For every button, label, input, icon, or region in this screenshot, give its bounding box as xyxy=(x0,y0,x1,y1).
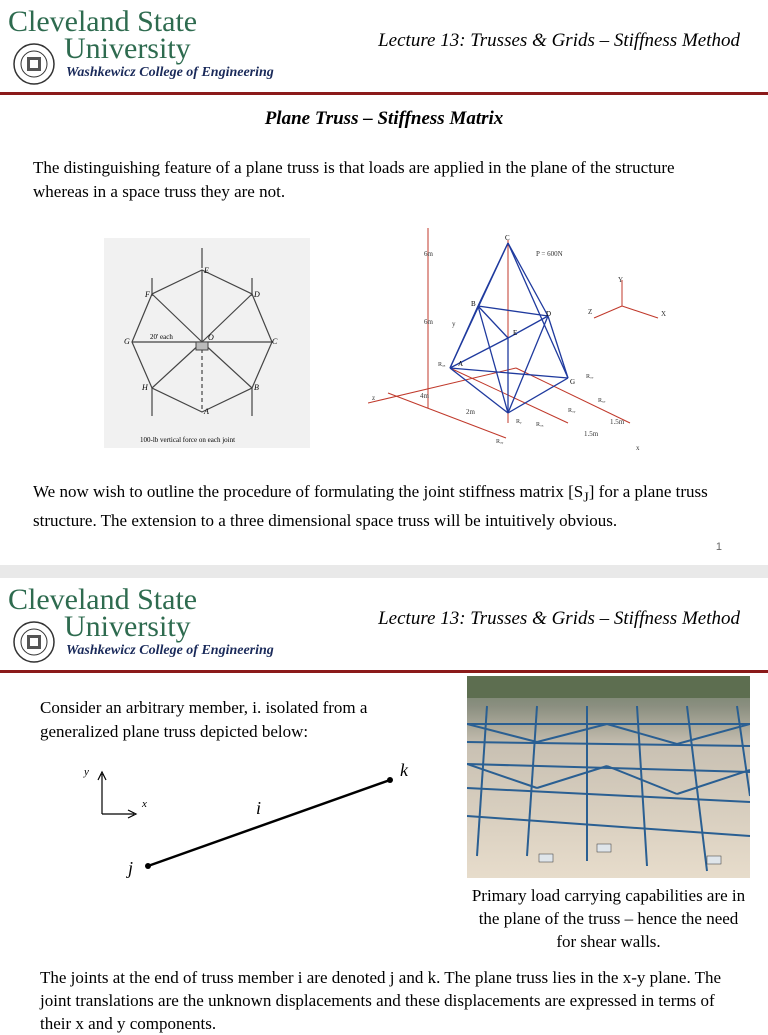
college-name: Washkewicz College of Engineering xyxy=(66,643,274,658)
logo-line2: University xyxy=(64,610,191,643)
body-text-post: ] for a plane truss structure. The extension to a three dimensional space truss will be intuitively obvious. xyxy=(33,482,708,531)
dim-label: 1.5m xyxy=(610,418,625,426)
reaction-label: Rₒₓ xyxy=(536,422,544,428)
logo-line1: Cleveland State xyxy=(8,5,198,38)
dim-label: 4m xyxy=(420,392,429,400)
page-number: 1 xyxy=(715,541,722,553)
joint-label: A xyxy=(458,360,464,368)
axis-label: X xyxy=(661,310,667,318)
university-seal-icon xyxy=(12,620,56,664)
slide2-intro: Consider an arbitrary member, i. isolated from a generalized plane truss depicted below: xyxy=(40,698,368,741)
axis-label: x xyxy=(636,444,640,452)
spacing-label: 20' each xyxy=(150,333,173,341)
dim-label: 2m xyxy=(466,408,475,416)
photo-caption: Primary load carrying capabilities are in the plane of the truss – hence the need for shear walls. xyxy=(471,886,746,951)
body-subscript: J xyxy=(583,489,589,506)
intro-paragraph: The distinguishing feature of a plane truss is that loads are applied in the plane of the structure whereas in a space truss they are not. xyxy=(33,158,675,201)
dim-label: 6m xyxy=(424,318,433,326)
joint-label: C xyxy=(505,234,510,242)
joint-label: D xyxy=(546,310,552,318)
reaction-label: Rₓₔ xyxy=(598,398,606,404)
joint-label: C xyxy=(272,337,278,346)
reaction-label: Rₐₓ xyxy=(438,362,446,368)
joint-j-label: j xyxy=(128,858,134,878)
slide-title: Plane Truss – Stiffness Matrix xyxy=(264,108,504,129)
plane-truss-figure xyxy=(104,238,310,448)
joint-label: G xyxy=(124,337,130,346)
joint-label: E xyxy=(513,329,518,337)
university-logo xyxy=(8,6,298,86)
axis-label: Z xyxy=(588,308,593,316)
joint-label: F xyxy=(145,290,150,299)
lecture-title: Lecture 13: Trusses & Grids – Stiffness Method xyxy=(378,608,740,629)
body-text-pre: We now wish to outline the procedure of formulating the joint stiffness matrix [S xyxy=(33,482,584,501)
figure-caption: 100-lb vertical force on each joint xyxy=(140,436,236,444)
university-seal-icon xyxy=(12,42,56,86)
header-rule xyxy=(0,670,768,673)
joint-k-label: k xyxy=(400,760,408,780)
joint-label: D xyxy=(254,290,260,299)
axis-x-label: x xyxy=(142,798,147,810)
body-paragraph xyxy=(33,480,733,533)
logo-line2: University xyxy=(64,32,191,65)
joint-label: B xyxy=(471,300,476,308)
reaction-label: Rₒₔ xyxy=(586,374,594,380)
axis-y-label: y xyxy=(84,766,89,778)
joint-label: H xyxy=(142,383,148,392)
member-i-label: i xyxy=(256,798,262,818)
axis-label: y xyxy=(452,320,456,328)
university-logo xyxy=(8,584,298,664)
reaction-label: Rₒᵧ xyxy=(568,408,576,414)
lecture-title: Lecture 13: Trusses & Grids – Stiffness Method xyxy=(378,30,740,51)
axis-label: Y xyxy=(618,276,624,284)
bottom-paragraph: The joints at the end of truss member i are denoted j and k. The plane truss lies in the x-y plane. The joint translations are the unknown displacements and these displacements are expressed in terms of their x and y components. xyxy=(40,968,722,1033)
college-name: Washkewicz College of Engineering xyxy=(66,65,274,80)
header-rule xyxy=(0,92,768,95)
space-truss-figure xyxy=(368,228,686,453)
slide-2 xyxy=(0,578,768,1033)
joint-label: G xyxy=(570,378,576,386)
reaction-label: Rᵧ xyxy=(516,419,522,425)
slide-gap xyxy=(0,565,768,578)
truss-roof-photo xyxy=(467,676,750,878)
reaction-label: Rₐᵧ xyxy=(496,439,504,445)
truss-member-diagram xyxy=(42,758,442,882)
joint-label: B xyxy=(254,383,259,392)
load-label: P = 600N xyxy=(536,250,563,258)
logo-line1: Cleveland State xyxy=(8,583,198,616)
joint-label: O xyxy=(208,333,214,342)
dim-label: 1.5m xyxy=(584,430,599,438)
dim-label: 6m xyxy=(424,250,433,258)
joint-label: E xyxy=(204,266,209,275)
axis-label: z xyxy=(372,394,376,402)
joint-label: A xyxy=(204,407,209,416)
